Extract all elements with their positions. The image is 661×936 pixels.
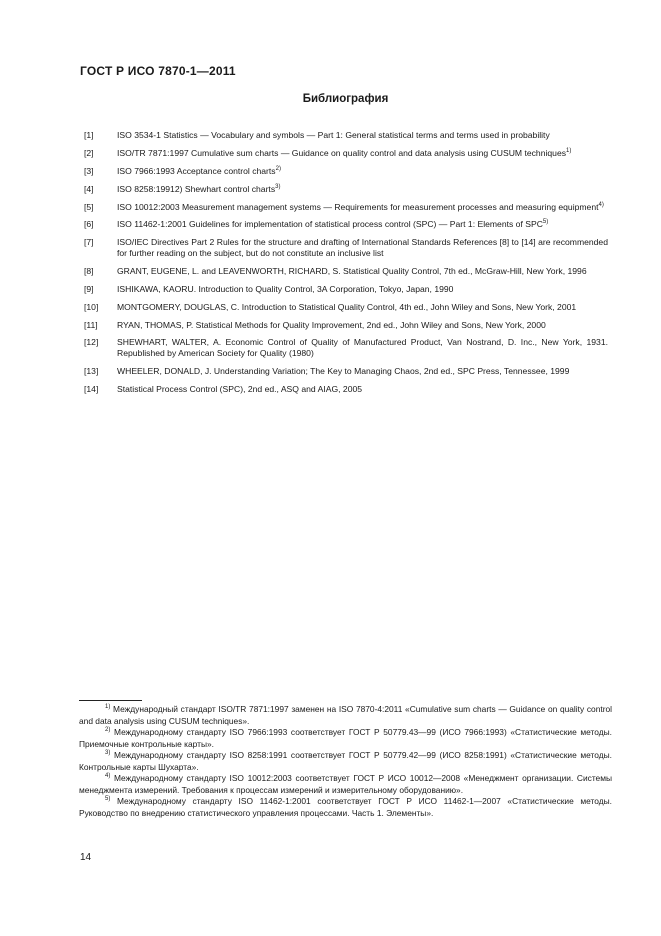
footnote <box>79 796 612 819</box>
reference-text: MONTGOMERY, DOUGLAS, C. Introduction to Statistical Quality Control, 4th ed., John Wiley and Sons, New York, 2001 <box>117 301 577 312</box>
reference-item <box>84 384 608 395</box>
reference-text: ISHIKAWA, KAORU. Introduction to Quality Control, 3A Corporation, Tokyo, Japan, 1990 <box>117 283 454 294</box>
footnote-text: Международному стандарту ISO 8258:1991 соответствует ГОСТ Р 50779.42—99 (ИСО 8258:1991) «Статистические методы. Контрольные карты Шухарта». <box>79 750 612 772</box>
reference-number: [8] <box>84 265 94 276</box>
footnotes <box>79 704 612 819</box>
footnote <box>79 727 612 750</box>
footnote-mark: 4) <box>105 773 111 779</box>
footnote-mark: 5) <box>105 796 111 802</box>
reference-text: ISO 8258:19912) Shewhart control charts <box>117 183 276 194</box>
reference-text: ISO 7966:1993 Acceptance control charts <box>117 165 276 176</box>
reference-item <box>84 166 608 177</box>
reference-text: RYAN, THOMAS, P. Statistical Methods for Quality Improvement, 2nd ed., John Wiley and Sons, New York, 2000 <box>117 319 546 330</box>
reference-item <box>84 320 608 331</box>
footnote-marker: 4) <box>598 201 604 208</box>
reference-item <box>84 284 608 295</box>
reference-list <box>84 130 608 402</box>
reference-number: [2] <box>84 147 94 158</box>
footnote <box>79 704 612 727</box>
document-code-header: ГОСТ Р ИСО 7870-1—2011 <box>80 64 236 78</box>
footnote-text: Международному стандарту ISO 10012:2003 соответствует ГОСТ Р ИСО 10012—2008 «Менеджмент организации. Системы менеджмента измерений. Требования к процессам измерений и измерительному оборудованию». <box>79 773 612 795</box>
reference-number: [14] <box>84 383 99 394</box>
reference-number: [10] <box>84 301 99 312</box>
reference-text: SHEWHART, WALTER, A. Economic Control of Quality of Manufactured Product, Van Nostrand, D. Inc., New York, 1931. Republished by American Society for Quality (1980) <box>117 337 608 358</box>
reference-number: [13] <box>84 365 99 376</box>
reference-text: ISO 10012:2003 Measurement management systems — Requirements for measurement processes and measuring equipment <box>117 201 599 212</box>
footnote-marker: 5) <box>542 219 549 226</box>
reference-item <box>84 130 608 141</box>
footnote-mark: 1) <box>105 704 111 710</box>
reference-number: [7] <box>84 237 94 248</box>
reference-number: [5] <box>84 201 94 212</box>
footnote <box>79 750 612 773</box>
bibliography-title: Библиография <box>302 93 389 105</box>
reference-item <box>84 148 608 159</box>
reference-text: ISO 3534-1 Statistics — Vocabulary and symbols — Part 1: General statistical terms and terms used in probability <box>117 130 550 140</box>
footnote-mark: 3) <box>105 750 111 756</box>
reference-item <box>84 266 608 277</box>
footnote-mark: 2) <box>105 727 111 733</box>
reference-text: GRANT, EUGENE, L. and LEAVENWORTH, RICHARD, S. Statistical Quality Control, 7th ed., McGraw-Hill, New York, 1996 <box>117 265 587 276</box>
reference-text: ISO 11462-1:2001 Guidelines for implementation of statistical process control (SPC) — Part 1: Elements of SPC <box>117 219 543 230</box>
footnote-text: Международному стандарту ISO 7966:1993 соответствует ГОСТ Р 50779.43—99 (ИСО 7966:1993) «Статистические методы. Приемочные контрольные карты». <box>79 727 612 749</box>
reference-item <box>84 302 608 313</box>
reference-item <box>84 219 608 230</box>
reference-number: [11] <box>84 319 98 330</box>
reference-item <box>84 366 608 377</box>
reference-item <box>84 184 608 195</box>
reference-text: ISO/IEC Directives Part 2 Rules for the structure and drafting of International Standards References [8] to [14] are recommended for further reading on the subject, but do not constitute an inclusive list <box>117 237 608 258</box>
reference-number: [3] <box>84 165 94 176</box>
reference-number: [4] <box>84 183 94 194</box>
reference-number: [1] <box>84 130 94 140</box>
reference-number: [6] <box>84 219 94 230</box>
footnote <box>79 773 612 796</box>
footnote-divider <box>79 700 142 701</box>
page-number: 14 <box>80 852 92 863</box>
reference-item <box>84 237 608 258</box>
reference-text: ISO/TR 7871:1997 Cumulative sum charts — Guidance on quality control and data analysis using CUSUM techniques <box>117 147 567 158</box>
footnote-text: Международный стандарт ISO/TR 7871:1997 заменен на ISO 7870-4:2011 «Cumulative sum charts — Guidance on quality control and data analysis using CUSUM techniques». <box>79 704 612 726</box>
reference-number: [12] <box>84 337 99 348</box>
footnote-text: Международному стандарту ISO 11462-1:2001 соответствует ГОСТ Р ИСО 11462-1—2007 «Статистические методы. Руководство по внедрению статистического управления процессами. Часть 1. Элементы». <box>79 796 612 818</box>
reference-number: [9] <box>84 283 94 294</box>
reference-text: Statistical Process Control (SPC), 2nd ed., ASQ and AIAG, 2005 <box>117 383 363 394</box>
footnote-marker: 2) <box>275 165 281 172</box>
footnote-marker: 1) <box>566 147 572 154</box>
footnote-marker: 3) <box>275 183 281 190</box>
reference-item <box>84 337 608 358</box>
reference-item <box>84 202 608 213</box>
reference-text: WHEELER, DONALD, J. Understanding Variation; The Key to Managing Chaos, 2nd ed., SPC Press, Tennessee, 1999 <box>117 365 570 376</box>
